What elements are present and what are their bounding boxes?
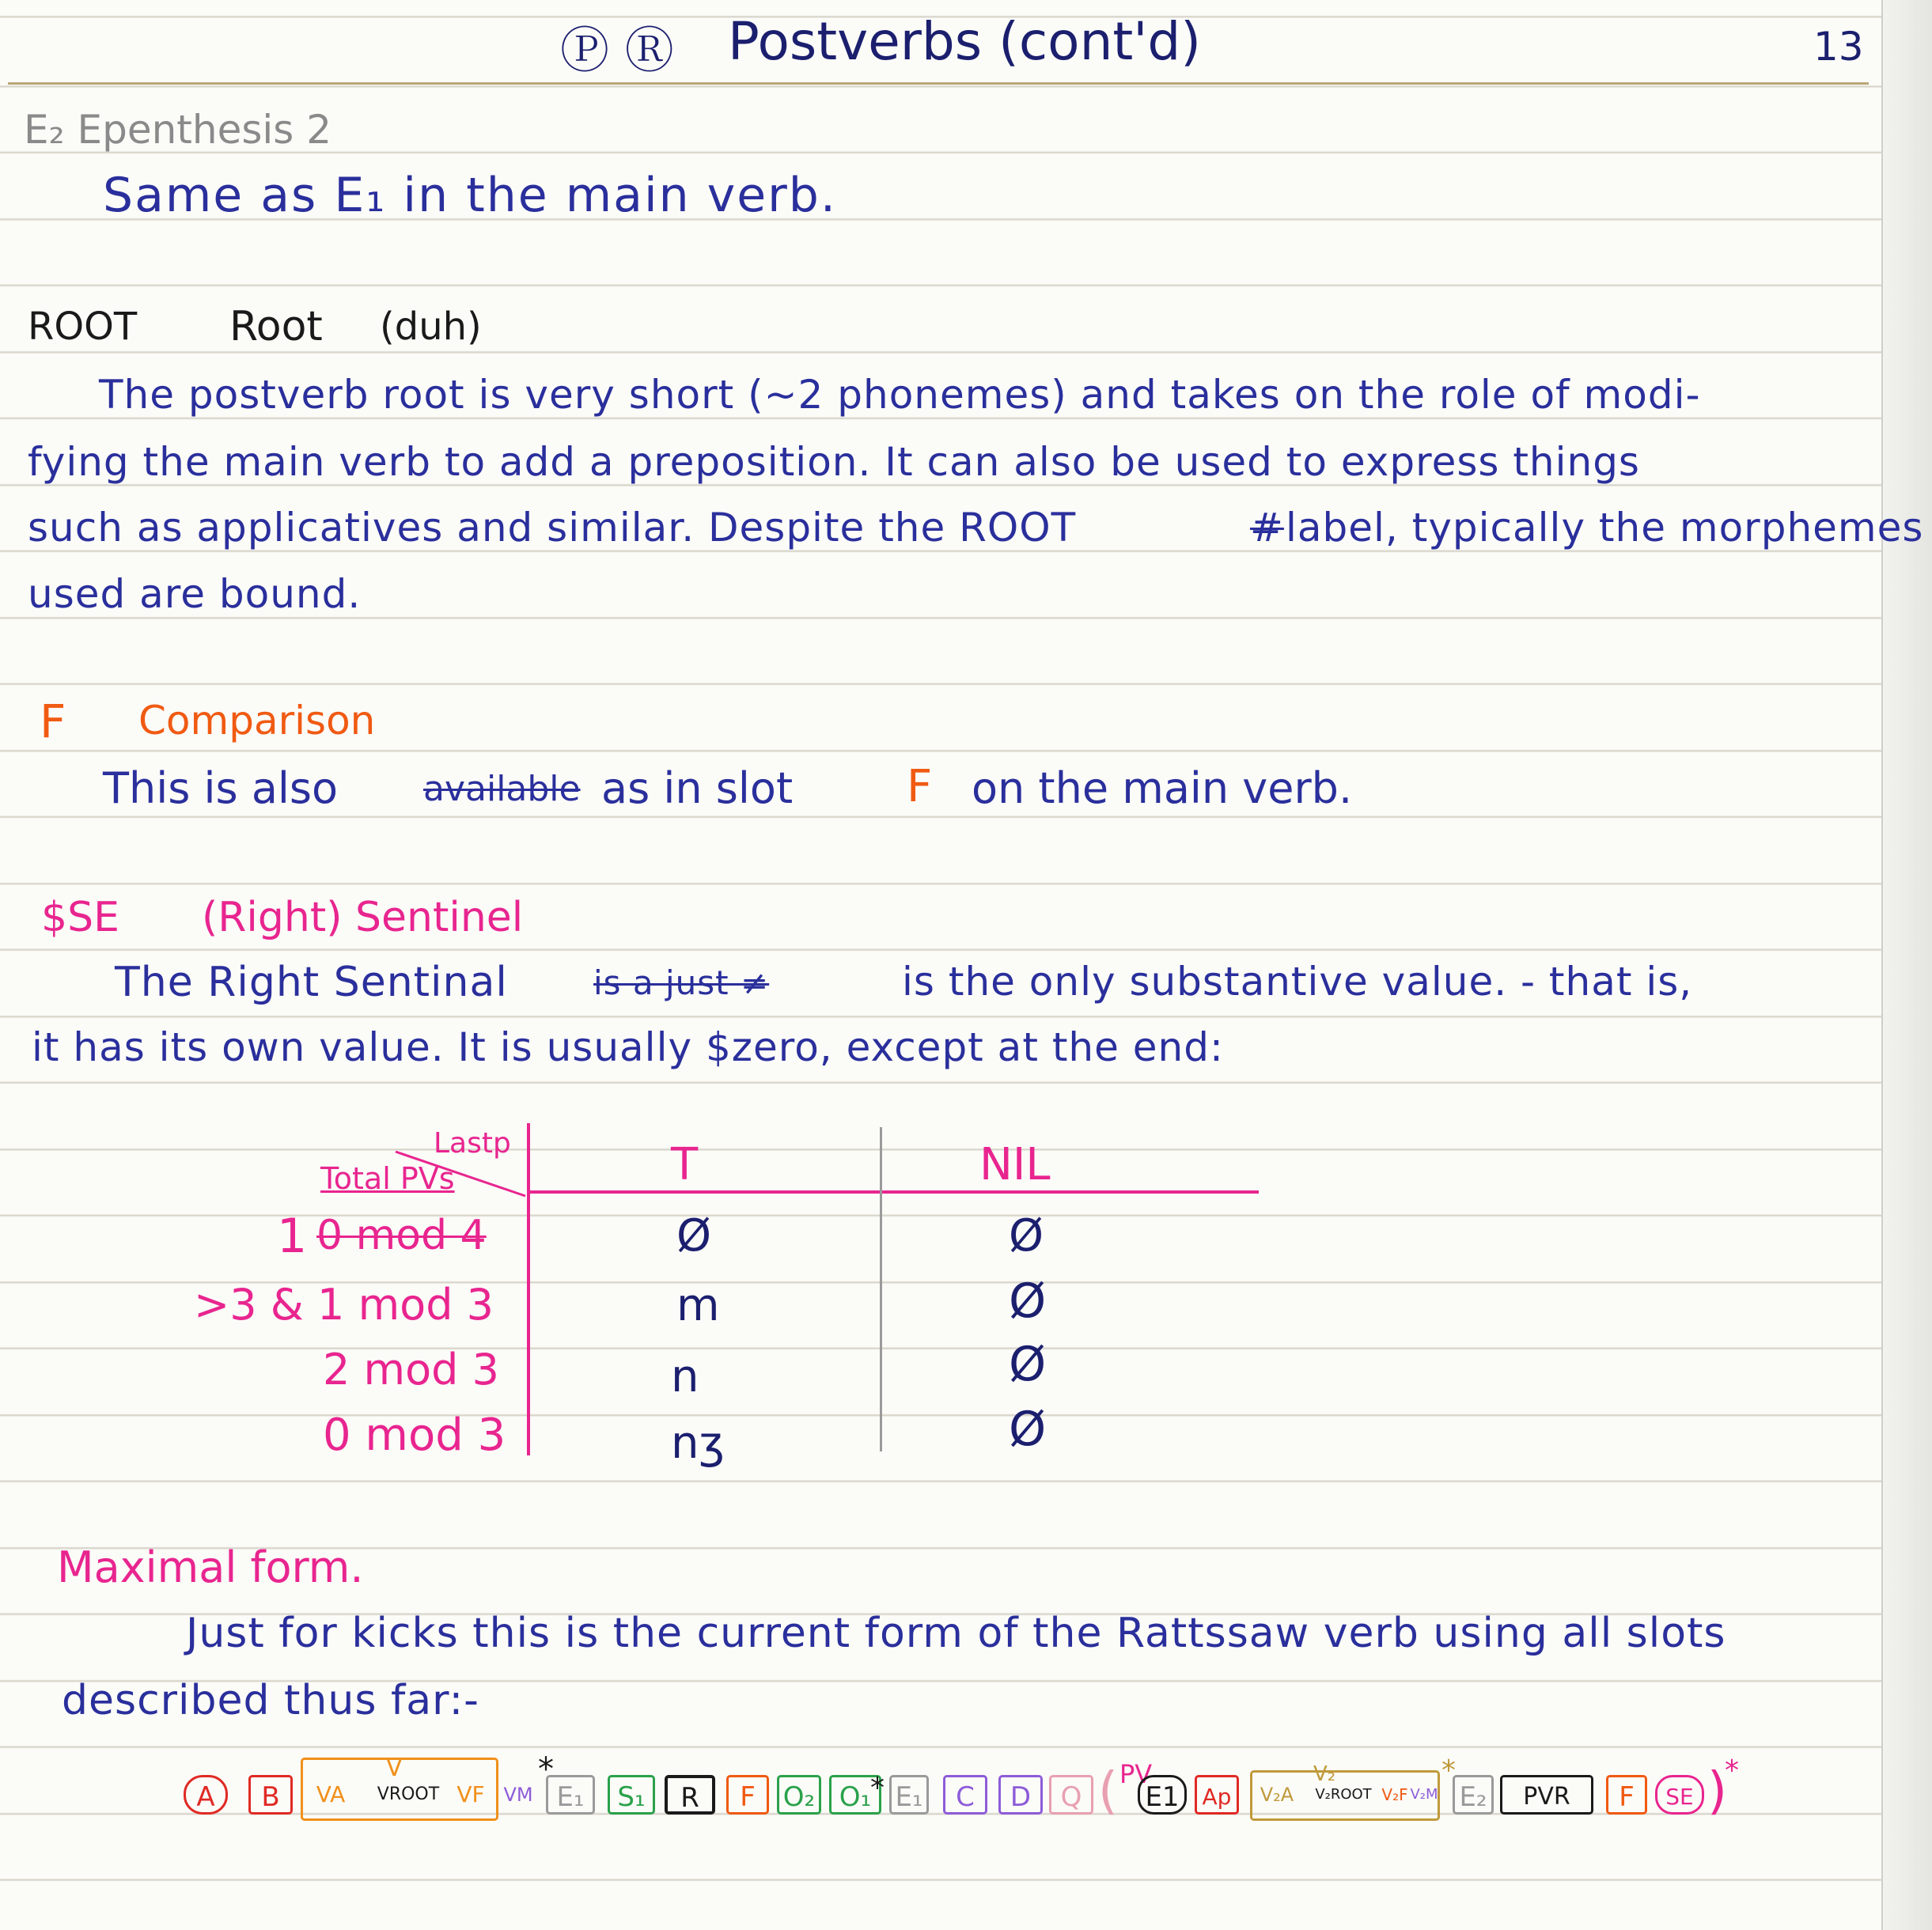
maximal-heading: Maximal form. bbox=[57, 1542, 364, 1592]
table-row-2-label: >3 & 1 mod 3 bbox=[194, 1280, 494, 1330]
postverb-label: PV bbox=[1119, 1759, 1153, 1789]
slot-e1: E₁ bbox=[546, 1775, 595, 1815]
root-line-1: The postverb root is very short (~2 phonemes) and takes on the role of modi- bbox=[99, 372, 1701, 418]
root-line-4: used are bound. bbox=[28, 571, 362, 617]
postverb-root-label: V₂ bbox=[1313, 1762, 1336, 1786]
table-col-nil: NIL bbox=[979, 1139, 1051, 1190]
slot-b: B bbox=[248, 1775, 293, 1815]
slot-f1: F bbox=[726, 1775, 769, 1815]
table-col-t: T bbox=[671, 1139, 699, 1190]
maximal-line-1: Just for kicks this is the current form of the Rattssaw verb using all slots bbox=[186, 1610, 1726, 1657]
table-corner-top: Lastp bbox=[434, 1127, 511, 1160]
root-aside: (duh) bbox=[380, 305, 482, 349]
f-struck: available bbox=[423, 769, 581, 809]
table-header-rule bbox=[527, 1190, 1259, 1194]
slot-e2: E₂ bbox=[1453, 1775, 1494, 1815]
slot-a: A bbox=[184, 1775, 228, 1815]
se-code: $SE bbox=[41, 894, 119, 941]
slot-q: Q bbox=[1049, 1775, 1093, 1815]
table-row-1-nil: Ø bbox=[1009, 1210, 1044, 1262]
table-row-1-label: 1 bbox=[277, 1209, 308, 1264]
slot-e1-c: E1 bbox=[1138, 1775, 1187, 1815]
f-slot: F bbox=[907, 761, 933, 812]
star-4: * bbox=[1725, 1754, 1739, 1787]
se-name: (Right) Sentinel bbox=[202, 894, 524, 941]
f-pre: This is also bbox=[103, 763, 339, 813]
f-name: Comparison bbox=[138, 698, 376, 744]
slot-o2: O₂ bbox=[777, 1775, 821, 1815]
slot-v2f: V₂F bbox=[1381, 1785, 1408, 1804]
header-marks: Ⓟ Ⓡ bbox=[560, 21, 674, 79]
maximal-line-2: described thus far:- bbox=[62, 1677, 479, 1724]
slot-v2m: V₂M bbox=[1410, 1786, 1438, 1803]
se-struck: is a just ≠ bbox=[593, 963, 770, 1002]
postverb-close-paren: ) bbox=[1707, 1762, 1727, 1821]
slot-va: VA bbox=[316, 1781, 346, 1807]
table-row-3-nil: Ø bbox=[1009, 1337, 1047, 1392]
se-line2: it has its own value. It is usually $zero, except at the end: bbox=[32, 1024, 1224, 1070]
slot-d: D bbox=[998, 1775, 1043, 1815]
table-row-3-label: 2 mod 3 bbox=[323, 1345, 499, 1395]
table-row-4-t: nʒ bbox=[671, 1417, 725, 1469]
page-title: Postverbs (cont'd) bbox=[728, 11, 1202, 72]
table-row-1-t: Ø bbox=[676, 1210, 712, 1262]
page-number: 13 bbox=[1813, 24, 1864, 70]
postverb-open-paren: ( bbox=[1098, 1762, 1118, 1821]
root-line-2: fying the main verb to add a preposition. It can also be used to express things bbox=[28, 439, 1640, 485]
slot-f2: F bbox=[1606, 1775, 1647, 1815]
table-row-3-t: n bbox=[671, 1351, 699, 1402]
slot-r: R bbox=[665, 1775, 715, 1815]
table-column-divider bbox=[880, 1127, 882, 1451]
slot-c: C bbox=[943, 1775, 987, 1815]
f-code: F bbox=[40, 694, 66, 748]
table-row-2-nil: Ø bbox=[1009, 1273, 1047, 1329]
se-line1-b: is the only substantive value. - that is, bbox=[902, 959, 1693, 1005]
slot-vroot: VROOT bbox=[377, 1784, 440, 1804]
slot-e1-b: E₁ bbox=[889, 1775, 929, 1815]
root-struck: # bbox=[1250, 505, 1284, 551]
slot-ap: Ap bbox=[1195, 1775, 1239, 1815]
e2-text: Same as E₁ in the main verb. bbox=[103, 168, 837, 223]
slot-vm: VM bbox=[503, 1784, 533, 1806]
star-1: * bbox=[538, 1751, 554, 1788]
slot-pvr: PVR bbox=[1500, 1775, 1593, 1815]
table-row-2-t: m bbox=[676, 1280, 720, 1331]
root-code: ROOT bbox=[28, 305, 138, 349]
star-3: * bbox=[1441, 1754, 1456, 1787]
e2-label: E₂ Epenthesis 2 bbox=[24, 107, 332, 153]
star-2: * bbox=[870, 1772, 885, 1804]
page-edge bbox=[1881, 0, 1932, 1930]
table-row-1-struck: 0 mod 4 bbox=[316, 1212, 487, 1259]
slot-vf: VF bbox=[456, 1781, 485, 1807]
table-row-4-label: 0 mod 3 bbox=[323, 1410, 506, 1461]
table-corner-bottom: Total PVs bbox=[320, 1161, 455, 1196]
slot-v2a: V₂A bbox=[1260, 1784, 1294, 1806]
f-tail: on the main verb. bbox=[972, 763, 1353, 813]
table-row-4-nil: Ø bbox=[1009, 1402, 1047, 1457]
table-vertical-rule bbox=[527, 1123, 530, 1455]
slot-s1: S₁ bbox=[608, 1775, 655, 1815]
f-post: as in slot bbox=[601, 763, 794, 813]
root-name: Root bbox=[229, 303, 323, 350]
main-verb-label: V bbox=[386, 1754, 403, 1782]
header-rule bbox=[8, 82, 1869, 85]
root-line-3b: label, typically the morphemes bbox=[1286, 505, 1924, 551]
slot-se: SE bbox=[1655, 1775, 1704, 1815]
se-line1-a: The Right Sentinal bbox=[115, 959, 508, 1006]
root-line-3: such as applicatives and similar. Despite the ROOT bbox=[28, 505, 1077, 551]
slot-o1: O₁ bbox=[829, 1775, 881, 1815]
slot-v2root: V₂ROOT bbox=[1315, 1786, 1372, 1803]
